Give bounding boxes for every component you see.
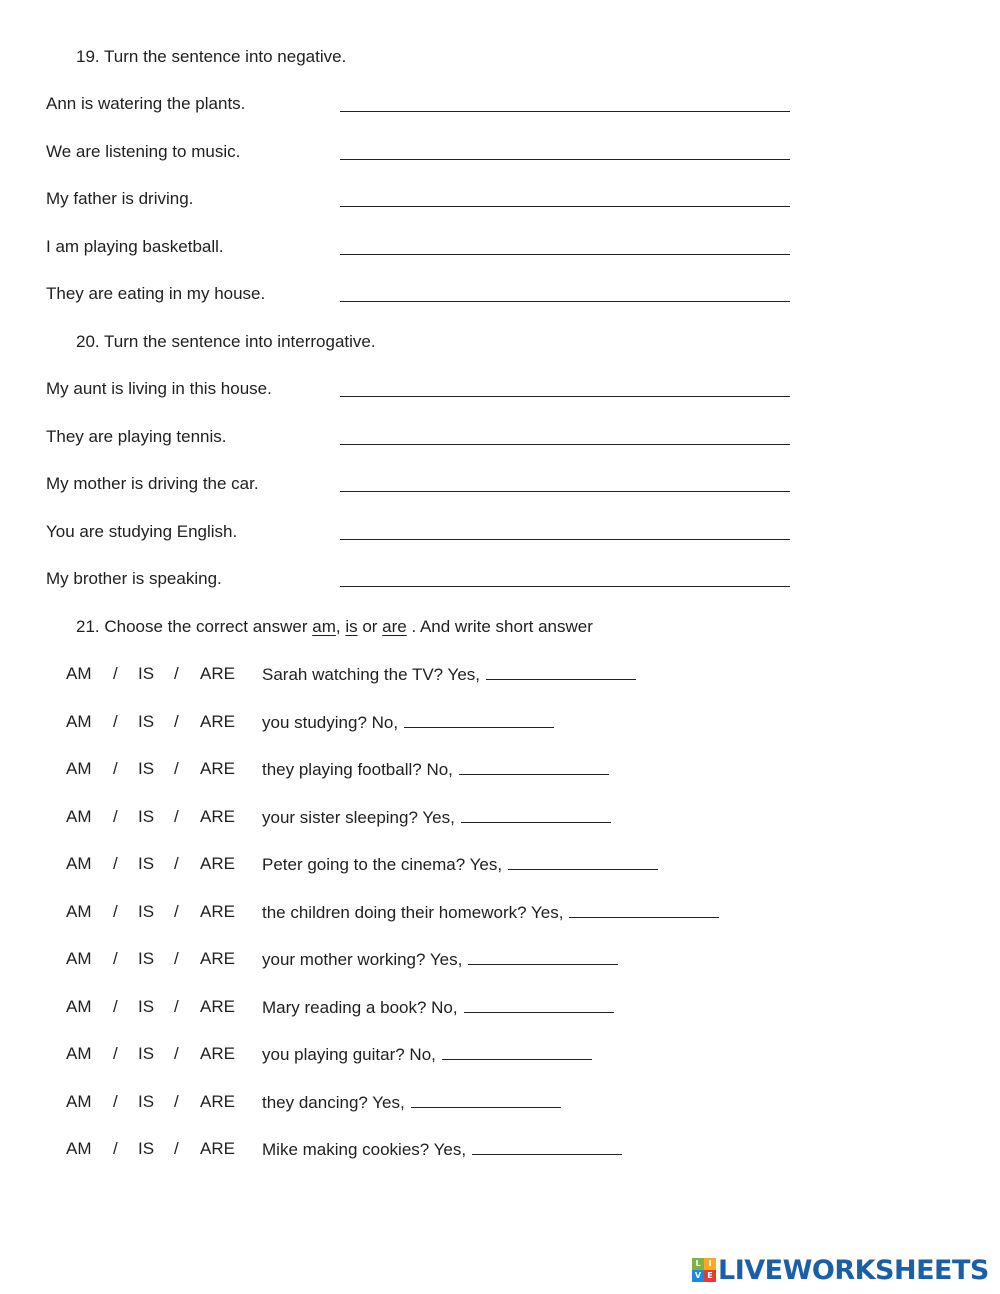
option-is[interactable]: IS <box>138 902 155 921</box>
question-text: your sister sleeping? Yes, <box>262 808 455 827</box>
sentence-text: My brother is speaking. <box>46 569 222 588</box>
choice-question-4 <box>66 807 866 829</box>
section-20-heading: 20. Turn the sentence into interrogative. <box>76 332 376 351</box>
option-is[interactable]: IS <box>138 1139 155 1158</box>
option-separator: / <box>113 902 118 921</box>
option-separator: / <box>174 807 179 826</box>
word-is: is <box>345 617 358 636</box>
option-separator: / <box>113 997 118 1016</box>
question-line <box>262 759 609 780</box>
short-answer-blank[interactable] <box>486 664 636 680</box>
option-am[interactable]: AM <box>66 949 92 968</box>
short-answer-blank[interactable] <box>459 759 609 775</box>
negative-item-1 <box>46 94 806 116</box>
option-separator: / <box>174 712 179 731</box>
interrogative-item-1 <box>46 379 806 401</box>
heading-sep-2: or <box>357 617 383 636</box>
short-answer-blank[interactable] <box>508 854 658 870</box>
choice-question-10 <box>66 1092 866 1114</box>
option-separator: / <box>174 949 179 968</box>
negative-item-4 <box>46 237 806 259</box>
sentence-text: Ann is watering the plants. <box>46 94 246 113</box>
choice-question-5 <box>66 854 866 876</box>
short-answer-blank[interactable] <box>569 902 719 918</box>
answer-blank[interactable] <box>340 159 790 160</box>
heading-suffix: . And write short answer <box>406 617 593 636</box>
answer-blank[interactable] <box>340 491 790 492</box>
option-are[interactable]: ARE <box>200 712 235 731</box>
option-are[interactable]: ARE <box>200 759 235 778</box>
option-separator: / <box>113 712 118 731</box>
choice-question-2 <box>66 712 866 734</box>
choice-question-7 <box>66 949 866 971</box>
interrogative-item-3 <box>46 474 806 496</box>
sentence-text: They are eating in my house. <box>46 284 266 303</box>
sentence-text: You are studying English. <box>46 522 238 541</box>
short-answer-blank[interactable] <box>411 1092 561 1108</box>
option-separator: / <box>113 759 118 778</box>
option-are[interactable]: ARE <box>200 997 235 1016</box>
question-text: Mike making cookies? Yes, <box>262 1140 467 1159</box>
option-is[interactable]: IS <box>138 759 155 778</box>
short-answer-blank[interactable] <box>442 1044 592 1060</box>
option-separator: / <box>174 1139 179 1158</box>
question-line <box>262 807 611 828</box>
option-separator: / <box>174 759 179 778</box>
answer-blank[interactable] <box>340 586 790 587</box>
sentence-text: My father is driving. <box>46 189 194 208</box>
short-answer-blank[interactable] <box>468 949 618 965</box>
option-am[interactable]: AM <box>66 1092 92 1111</box>
option-separator: / <box>113 807 118 826</box>
liveworksheets-logo <box>692 1255 989 1285</box>
answer-blank[interactable] <box>340 444 790 445</box>
option-are[interactable]: ARE <box>200 664 235 683</box>
option-separator: / <box>113 1092 118 1111</box>
option-is[interactable]: IS <box>138 1092 155 1111</box>
short-answer-blank[interactable] <box>461 807 611 823</box>
choice-question-3 <box>66 759 866 781</box>
word-am: am <box>312 617 336 636</box>
answer-blank[interactable] <box>340 301 790 302</box>
word-are: are <box>382 617 407 636</box>
question-text: your mother working? Yes, <box>262 950 463 969</box>
option-am[interactable]: AM <box>66 807 92 826</box>
option-is[interactable]: IS <box>138 807 155 826</box>
answer-blank[interactable] <box>340 254 790 255</box>
question-text: the children doing their homework? Yes, <box>262 903 564 922</box>
option-are[interactable]: ARE <box>200 1139 235 1158</box>
option-am[interactable]: AM <box>66 759 92 778</box>
sentence-text: My mother is driving the car. <box>46 474 259 493</box>
option-separator: / <box>113 664 118 683</box>
option-am[interactable]: AM <box>66 854 92 873</box>
sentence-text: I am playing basketball. <box>46 237 224 256</box>
question-line <box>262 902 719 923</box>
question-line <box>262 1139 622 1160</box>
option-am[interactable]: AM <box>66 997 92 1016</box>
option-is[interactable]: IS <box>138 949 155 968</box>
section-19-heading: 19. Turn the sentence into negative. <box>76 47 347 66</box>
option-separator: / <box>174 1044 179 1063</box>
option-am[interactable]: AM <box>66 664 92 683</box>
interrogative-item-5 <box>46 569 806 591</box>
option-separator: / <box>113 854 118 873</box>
choice-question-6 <box>66 902 866 924</box>
short-answer-blank[interactable] <box>472 1139 622 1155</box>
question-line <box>262 949 618 970</box>
answer-blank[interactable] <box>340 396 790 397</box>
option-are[interactable]: ARE <box>200 1044 235 1063</box>
question-text: Sarah watching the TV? Yes, <box>262 665 481 684</box>
question-text: they playing football? No, <box>262 760 453 779</box>
negative-item-2 <box>46 142 806 164</box>
negative-item-5 <box>46 284 806 306</box>
option-separator: / <box>174 854 179 873</box>
question-text: Peter going to the cinema? Yes, <box>262 855 503 874</box>
logo-letter-v: V <box>692 1270 704 1282</box>
short-answer-blank[interactable] <box>404 712 554 728</box>
option-am[interactable]: AM <box>66 902 92 921</box>
question-line <box>262 1044 592 1065</box>
sentence-text: They are playing tennis. <box>46 427 227 446</box>
logo-text: LIVEWORKSHEETS <box>718 1254 989 1286</box>
option-separator: / <box>174 997 179 1016</box>
choice-question-9 <box>66 1044 866 1066</box>
question-text: they dancing? Yes, <box>262 1093 405 1112</box>
negative-item-3 <box>46 189 806 211</box>
section-21-heading <box>76 617 593 637</box>
heading-prefix: 21. Choose the correct answer <box>76 617 313 636</box>
option-is[interactable]: IS <box>138 997 155 1016</box>
choice-question-1 <box>66 664 866 686</box>
option-are[interactable]: ARE <box>200 902 235 921</box>
question-text: you playing guitar? No, <box>262 1045 436 1064</box>
option-separator: / <box>174 902 179 921</box>
option-separator: / <box>174 664 179 683</box>
question-text: you studying? No, <box>262 713 399 732</box>
option-separator: / <box>113 949 118 968</box>
sentence-text: We are listening to music. <box>46 142 241 161</box>
logo-letter-l: L <box>692 1258 704 1270</box>
short-answer-blank[interactable] <box>464 997 614 1013</box>
choice-question-8 <box>66 997 866 1019</box>
option-am[interactable]: AM <box>66 712 92 731</box>
logo-letter-i: I <box>704 1258 716 1270</box>
question-line <box>262 1092 561 1113</box>
heading-sep-1: , <box>335 617 346 636</box>
question-line <box>262 854 658 875</box>
choice-question-11 <box>66 1139 866 1161</box>
option-are[interactable]: ARE <box>200 807 235 826</box>
option-separator: / <box>174 1092 179 1111</box>
option-am[interactable]: AM <box>66 1044 92 1063</box>
liveworksheets-logo-icon <box>692 1258 716 1282</box>
answer-blank[interactable] <box>340 539 790 540</box>
interrogative-item-4 <box>46 522 806 544</box>
option-separator: / <box>113 1139 118 1158</box>
option-separator: / <box>113 1044 118 1063</box>
answer-blank[interactable] <box>340 206 790 207</box>
question-text: Mary reading a book? No, <box>262 998 458 1017</box>
option-are[interactable]: ARE <box>200 854 235 873</box>
question-line <box>262 712 554 733</box>
option-is[interactable]: IS <box>138 664 155 683</box>
question-line <box>262 664 636 685</box>
option-are[interactable]: ARE <box>200 1092 235 1111</box>
option-is[interactable]: IS <box>138 712 155 731</box>
question-line <box>262 997 614 1018</box>
interrogative-item-2 <box>46 427 806 449</box>
logo-letter-e: E <box>704 1270 716 1282</box>
option-is[interactable]: IS <box>138 1044 155 1063</box>
answer-blank[interactable] <box>340 111 790 112</box>
sentence-text: My aunt is living in this house. <box>46 379 272 398</box>
option-are[interactable]: ARE <box>200 949 235 968</box>
option-is[interactable]: IS <box>138 854 155 873</box>
option-am[interactable]: AM <box>66 1139 92 1158</box>
